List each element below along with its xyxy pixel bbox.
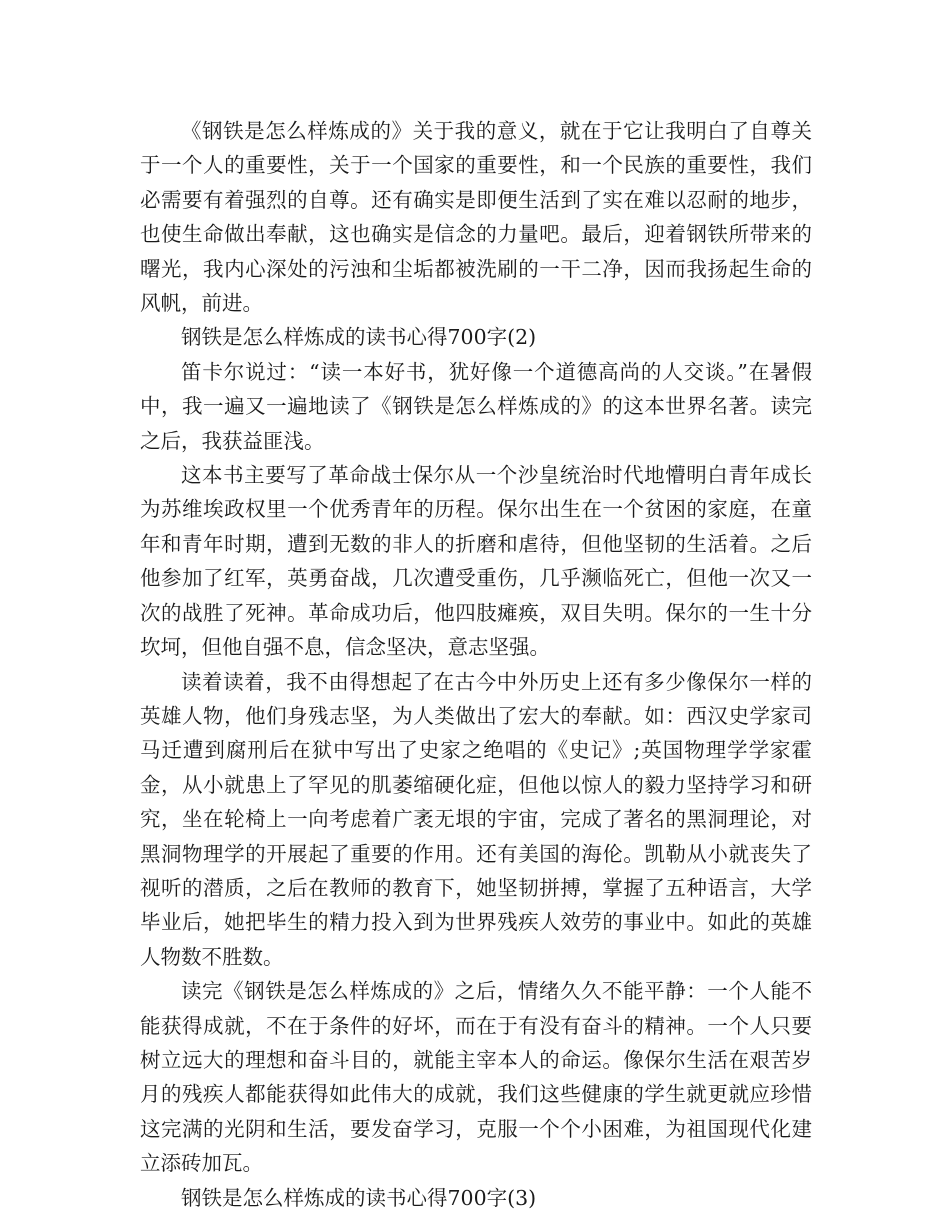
paragraph-descartes-quote: 笛卡尔说过：“读一本好书，犹好像一个道德高尚的人交谈。”在暑假中，我一遍又一遍地读了《钢铁是怎么样炼成的》的这本世界名著。读完之后，我获益匪浅。	[140, 359, 812, 453]
paragraph-reflection: 读完《钢铁是怎么样炼成的》之后，情绪久久不能平静：一个人能不能获得成就，不在于条件的好坏，而在于有没有奋斗的精神。一个人只要树立远大的理想和奋斗目的，就能主宰本人的命运。像保尔生活在艰苦岁月的残疾人都能获得如此伟大的成就，我们这些健康的学生就更就应珍惜这完满的光阴和生活，要发奋学习，克服一个个小困难，为祖国现代化建立添砖加瓦。	[140, 979, 812, 1176]
section-heading-2: 钢铁是怎么样炼成的读书心得700字(2)	[181, 325, 537, 350]
section-heading-3: 钢铁是怎么样炼成的读书心得700字(3)	[181, 1185, 537, 1210]
paragraph-heroes: 读着读着，我不由得想起了在古今中外历史上还有多少像保尔一样的英雄人物，他们身残志坚，为人类做出了宏大的奉献。如：西汉史学家司马迁遭到腐刑后在狱中写出了史家之绝唱的《史记》;英国物理学学家霍金，从小就患上了罕见的肌萎缩硬化症，但他以惊人的毅力坚持学习和研究，坐在轮椅上一向考虑着广袤无垠的宇宙，完成了著名的黑洞理论，对黑洞物理学的开展起了重要的作用。还有美国的海伦。凯勒从小就丧失了视听的潜质，之后在教师的教育下，她坚韧拼搏，掌握了五种语言，大学毕业后，她把毕生的精力投入到为世界残疾人效劳的事业中。如此的英雄人物数不胜数。	[140, 669, 812, 969]
paragraph-significance: 《钢铁是怎么样炼成的》关于我的意义，就在于它让我明白了自尊关于一个人的重要性，关于一个国家的重要性，和一个民族的重要性，我们必需要有着强烈的自尊。还有确实是即便生活到了实在难以忍耐的地步，也使生命做出奉献，这也确实是信念的力量吧。最后，迎着钢铁所带来的曙光，我内心深处的污浊和尘垢都被洗刷的一干二净，因而我扬起生命的风帆，前进。	[140, 119, 812, 316]
paragraph-book-summary: 这本书主要写了革命战士保尔从一个沙皇统治时代地懵明白青年成长为苏维埃政权里一个优秀青年的历程。保尔出生在一个贫困的家庭，在童年和青年时期，遭到无数的非人的折磨和虐待，但他坚韧的生活着。之后他参加了红军，英勇奋战，几次遭受重伤，几乎濒临死亡，但他一次又一次的战胜了死神。革命成功后，他四肢瘫痪，双目失明。保尔的一生十分坎坷，但他自强不息，信念坚决，意志坚强。	[140, 463, 812, 660]
document-body	[140, 114, 812, 1215]
